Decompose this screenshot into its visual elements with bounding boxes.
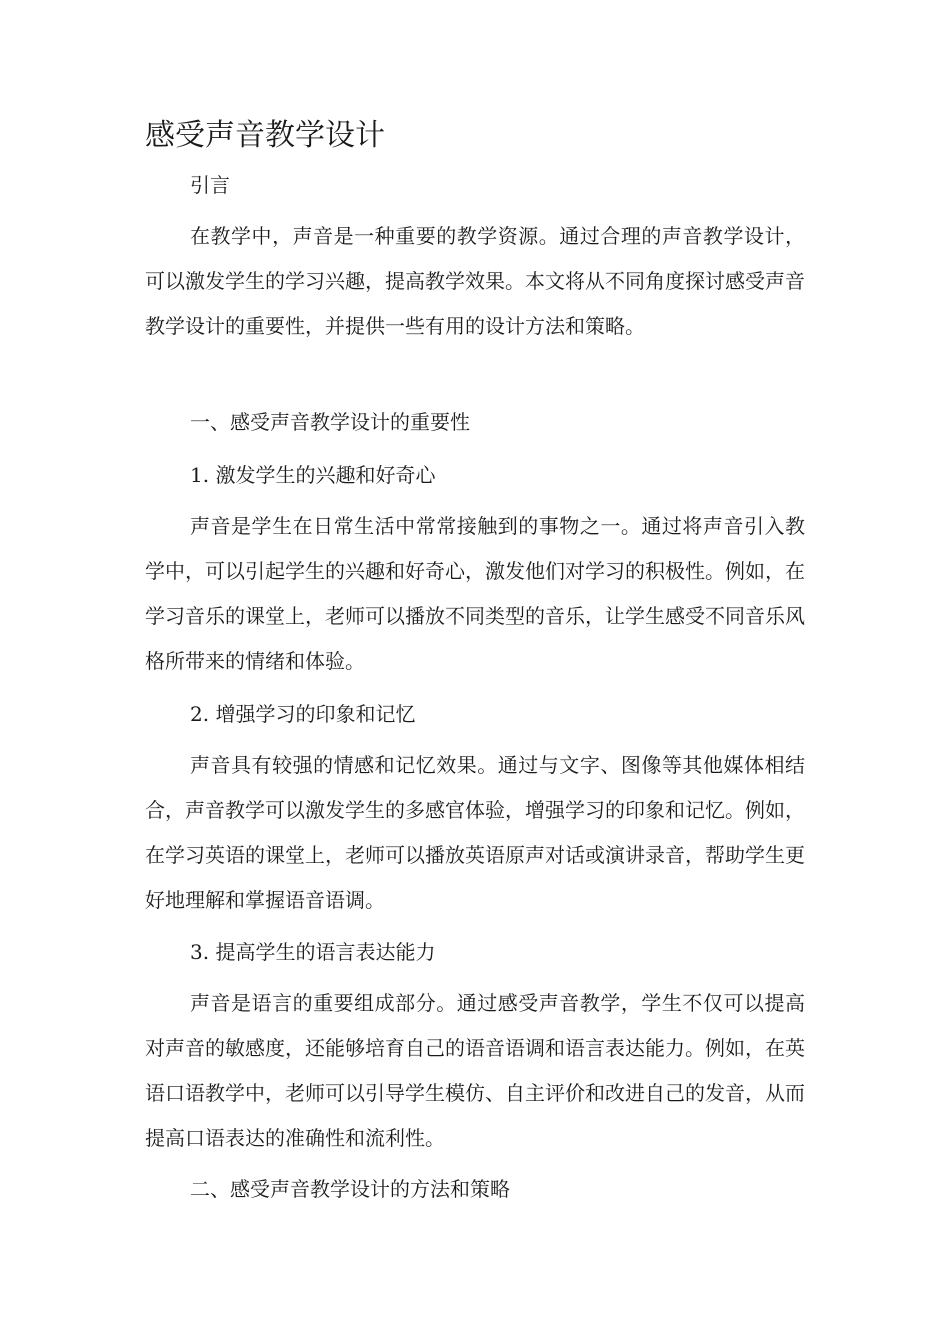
document-title: 感受声音教学设计	[145, 118, 385, 153]
point1-paragraph: 声音是学生在日常生活中常常接触到的事物之一。通过将声音引入教学中，可以引起学生的兴趣和好奇心，激发他们对学习的积极性。例如，在学习音乐的课堂上，老师可以播放不同类型的音乐，让学生感受不同音乐风格所带来的情绪和体验。	[145, 514, 805, 673]
point2-paragraph: 声音具有较强的情感和记忆效果。通过与文字、图像等其他媒体相结合，声音教学可以激发学生的多感官体验，增强学习的印象和记忆。例如，在学习英语的课堂上，老师可以播放英语原声对话或演讲录音，帮助学生更好地理解和掌握语音语调。	[145, 753, 805, 912]
intro-heading: 引言	[190, 173, 230, 197]
point3-heading: 3. 提高学生的语言表达能力	[190, 940, 436, 964]
section2-heading: 二、感受声音教学设计的方法和策略	[190, 1177, 510, 1201]
point1-heading: 1. 激发学生的兴趣和好奇心	[190, 463, 436, 487]
section1-heading: 一、感受声音教学设计的重要性	[190, 410, 470, 434]
point2-heading: 2. 增强学习的印象和记忆	[190, 702, 416, 726]
intro-paragraph: 在教学中，声音是一种重要的教学资源。通过合理的声音教学设计，可以激发学生的学习兴趣，提高教学效果。本文将从不同角度探讨感受声音教学设计的重要性，并提供一些有用的设计方法和策略。	[145, 224, 805, 338]
point3-paragraph: 声音是语言的重要组成部分。通过感受声音教学，学生不仅可以提高对声音的敏感度，还能够培育自己的语音语调和语言表达能力。例如，在英语口语教学中，老师可以引导学生模仿、自主评价和改进自己的发音，从而提高口语表达的准确性和流利性。	[145, 991, 805, 1150]
